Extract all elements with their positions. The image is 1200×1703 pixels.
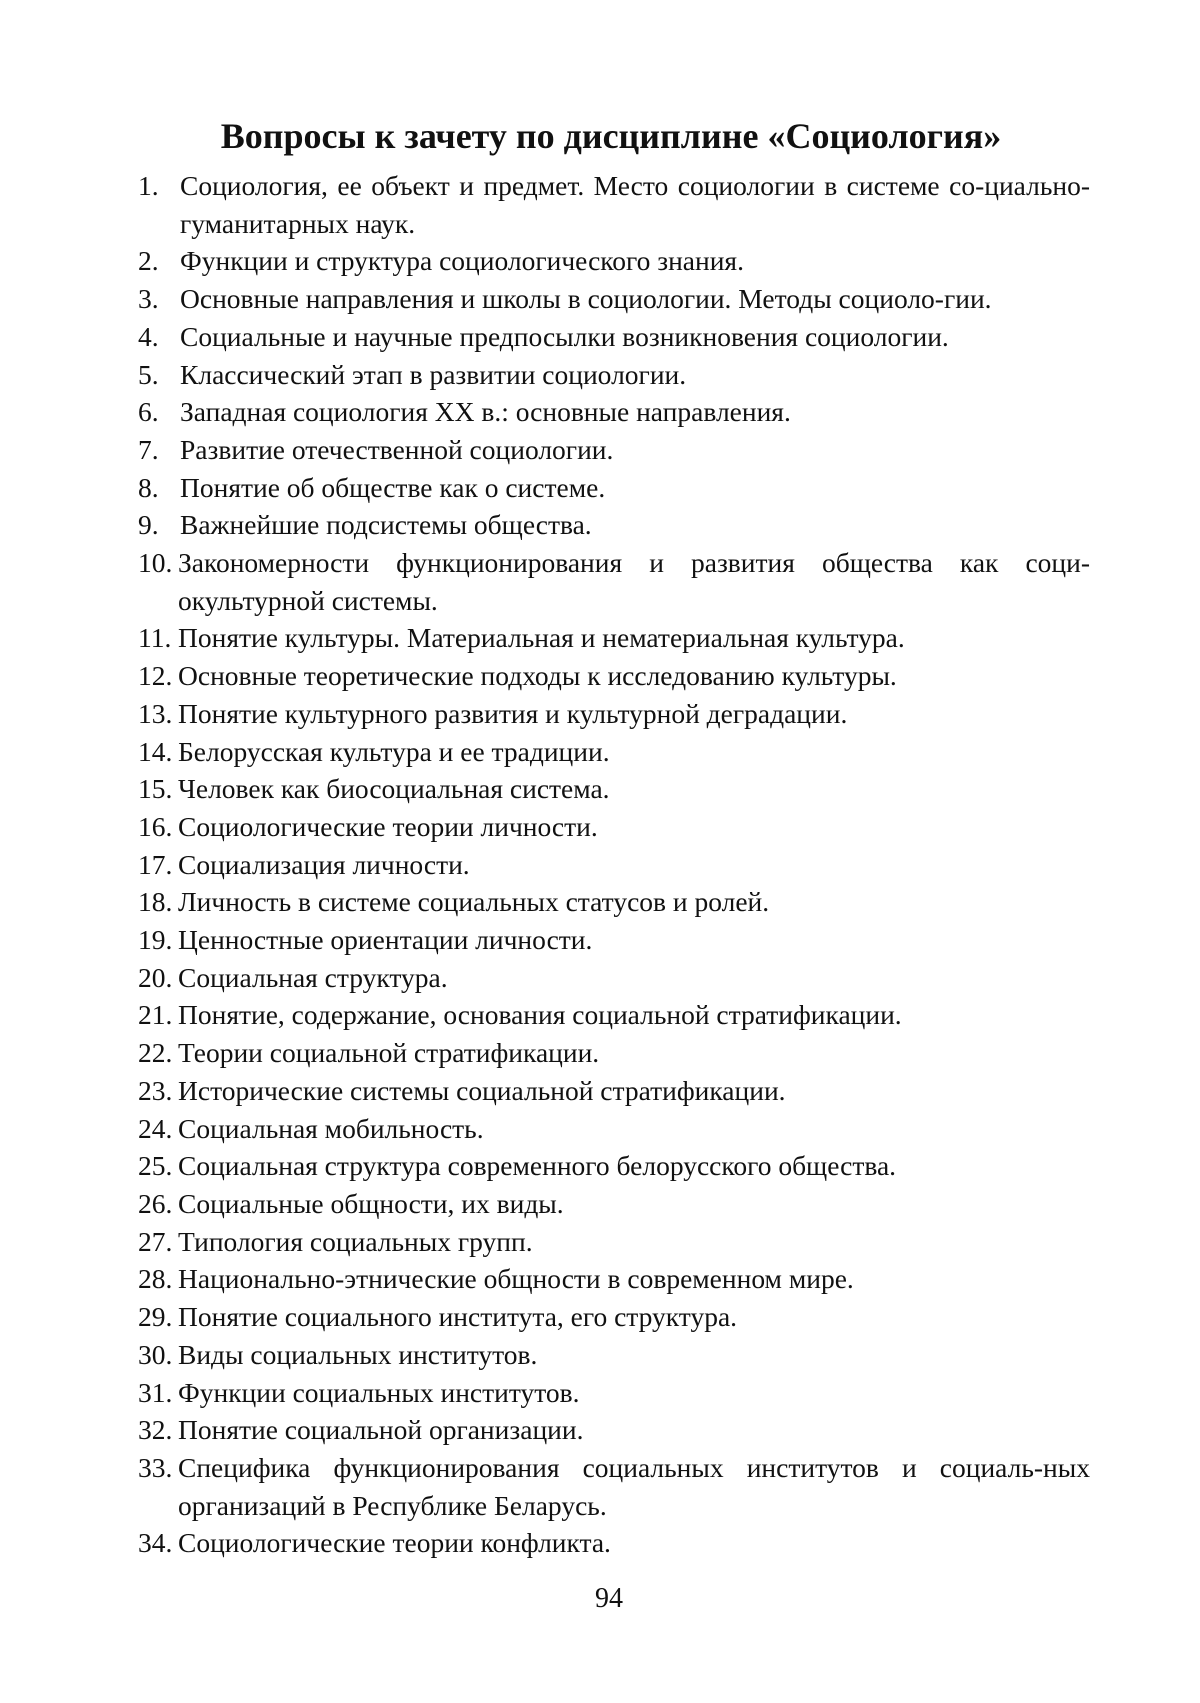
- question-text: Белорусская культура и ее традиции.: [178, 735, 610, 767]
- page-number: 94: [595, 1583, 623, 1614]
- question-item: [138, 1374, 1090, 1412]
- question-item: [138, 1298, 1090, 1336]
- question-text: Социальные и научные предпосылки возникновения социологии.: [180, 320, 949, 352]
- question-number: 14.: [138, 735, 173, 767]
- question-text: Ценностные ориентации личности.: [178, 924, 593, 956]
- question-item: [138, 695, 1090, 733]
- question-item: [138, 770, 1090, 808]
- question-text: Понятие культурного развития и культурной деградации.: [178, 697, 848, 729]
- question-text: Специфика функционирования социальных институтов и социаль-ных организаций в Республике Беларусь.: [178, 1451, 1090, 1521]
- question-number: 13.: [138, 697, 173, 729]
- question-text: Развитие отечественной социологии.: [180, 433, 614, 465]
- question-text: Социологические теории конфликта.: [178, 1527, 611, 1559]
- question-text: Классический этап в развитии социологии.: [180, 358, 687, 390]
- question-number: 7.: [138, 433, 159, 465]
- question-number: 29.: [138, 1301, 173, 1333]
- question-number: 27.: [138, 1225, 173, 1257]
- question-number: 1.: [138, 170, 159, 201]
- question-text: Понятие, содержание, основания социальной стратификации.: [178, 999, 902, 1031]
- question-number: 34.: [138, 1527, 173, 1559]
- question-number: 10.: [138, 547, 173, 579]
- question-item: [138, 996, 1090, 1034]
- question-item: [138, 883, 1090, 921]
- question-item: [138, 1411, 1090, 1449]
- question-item: [138, 733, 1090, 771]
- question-number: 17.: [138, 848, 173, 880]
- question-number: 5.: [138, 358, 159, 390]
- question-text: Закономерности функционирования и развития общества как соци-окультурной системы.: [178, 547, 1090, 616]
- question-number: 28.: [138, 1263, 173, 1295]
- question-text: Функции социальных институтов.: [178, 1376, 580, 1408]
- question-item: [138, 1034, 1090, 1072]
- question-number: 6.: [138, 396, 159, 428]
- question-text: Виды социальных институтов.: [178, 1338, 538, 1370]
- question-item: [138, 1147, 1090, 1185]
- question-text: Понятие социального института, его структура.: [178, 1301, 738, 1333]
- question-number: 20.: [138, 961, 173, 993]
- question-text: Основные направления и школы в социологии. Методы социоло-гии.: [180, 283, 992, 315]
- question-text: Основные теоретические подходы к исследованию культуры.: [178, 660, 897, 692]
- question-item: [138, 544, 1090, 619]
- question-text: Социологические теории личности.: [178, 810, 598, 842]
- question-text: Социализация личности.: [178, 848, 470, 880]
- question-item: [138, 1223, 1090, 1261]
- question-item: [138, 1336, 1090, 1374]
- question-item: [138, 1449, 1090, 1524]
- question-number: 24.: [138, 1112, 173, 1144]
- page-title: Вопросы к зачету по дисциплине «Социология»: [220, 116, 1002, 156]
- question-number: 8.: [138, 471, 159, 503]
- question-number: 19.: [138, 924, 173, 956]
- question-item: [138, 1524, 1090, 1562]
- question-text: Теории социальной стратификации.: [178, 1037, 600, 1069]
- question-number: 23.: [138, 1074, 173, 1106]
- question-number: 11.: [138, 622, 172, 654]
- question-text: Понятие культуры. Материальная и нематериальная культура.: [178, 622, 905, 654]
- question-number: 32.: [138, 1414, 173, 1446]
- question-item: [138, 921, 1090, 959]
- question-item: [138, 167, 1090, 242]
- question-number: 31.: [138, 1376, 173, 1408]
- question-item: [138, 1185, 1090, 1223]
- question-number: 21.: [138, 999, 173, 1031]
- question-item: [138, 393, 1090, 431]
- question-number: 9.: [138, 509, 159, 541]
- question-text: Понятие социальной организации.: [178, 1414, 584, 1446]
- question-number: 4.: [138, 320, 159, 352]
- question-item: [138, 318, 1090, 356]
- question-number: 33.: [138, 1451, 173, 1483]
- question-text: Социальная мобильность.: [178, 1112, 484, 1144]
- question-number: 12.: [138, 660, 173, 692]
- question-text: Западная социология XX в.: основные направления.: [180, 396, 791, 428]
- question-item: [138, 1072, 1090, 1110]
- question-text: Типология социальных групп.: [178, 1225, 533, 1257]
- question-number: 18.: [138, 886, 173, 918]
- question-item: [138, 242, 1090, 280]
- question-item: [138, 657, 1090, 695]
- question-text: Социальная структура современного белорусского общества.: [178, 1150, 897, 1182]
- question-number: 25.: [138, 1150, 173, 1182]
- question-text: Исторические системы социальной стратификации.: [178, 1074, 786, 1106]
- question-text: Социология, ее объект и предмет. Место социологии в системе со-циально-гуманитарных наук.: [180, 170, 1090, 239]
- question-text: Личность в системе социальных статусов и ролей.: [178, 886, 770, 918]
- question-item: [138, 846, 1090, 884]
- question-number: 22.: [138, 1037, 173, 1069]
- question-number: 16.: [138, 810, 173, 842]
- question-item: [138, 808, 1090, 846]
- question-number: 30.: [138, 1338, 173, 1370]
- question-item: [138, 1260, 1090, 1298]
- question-number: 3.: [138, 283, 159, 315]
- question-item: [138, 469, 1090, 507]
- question-number: 2.: [138, 245, 159, 277]
- question-item: [138, 506, 1090, 544]
- question-text: Понятие об обществе как о системе.: [180, 471, 606, 503]
- question-item: [138, 280, 1090, 318]
- question-item: [138, 431, 1090, 469]
- question-number: 26.: [138, 1187, 173, 1219]
- question-text: Человек как биосоциальная система.: [178, 773, 610, 805]
- question-text: Функции и структура социологического знания.: [180, 245, 744, 277]
- question-text: Важнейшие подсистемы общества.: [180, 509, 592, 541]
- question-number: 15.: [138, 773, 173, 805]
- question-list: [138, 167, 1090, 1562]
- question-item: [138, 619, 1090, 657]
- question-item: [138, 1110, 1090, 1148]
- question-item: [138, 356, 1090, 394]
- question-item: [138, 959, 1090, 997]
- question-text: Национально-этнические общности в современном мире.: [178, 1263, 854, 1295]
- question-text: Социальная структура.: [178, 961, 448, 993]
- question-text: Социальные общности, их виды.: [178, 1187, 564, 1219]
